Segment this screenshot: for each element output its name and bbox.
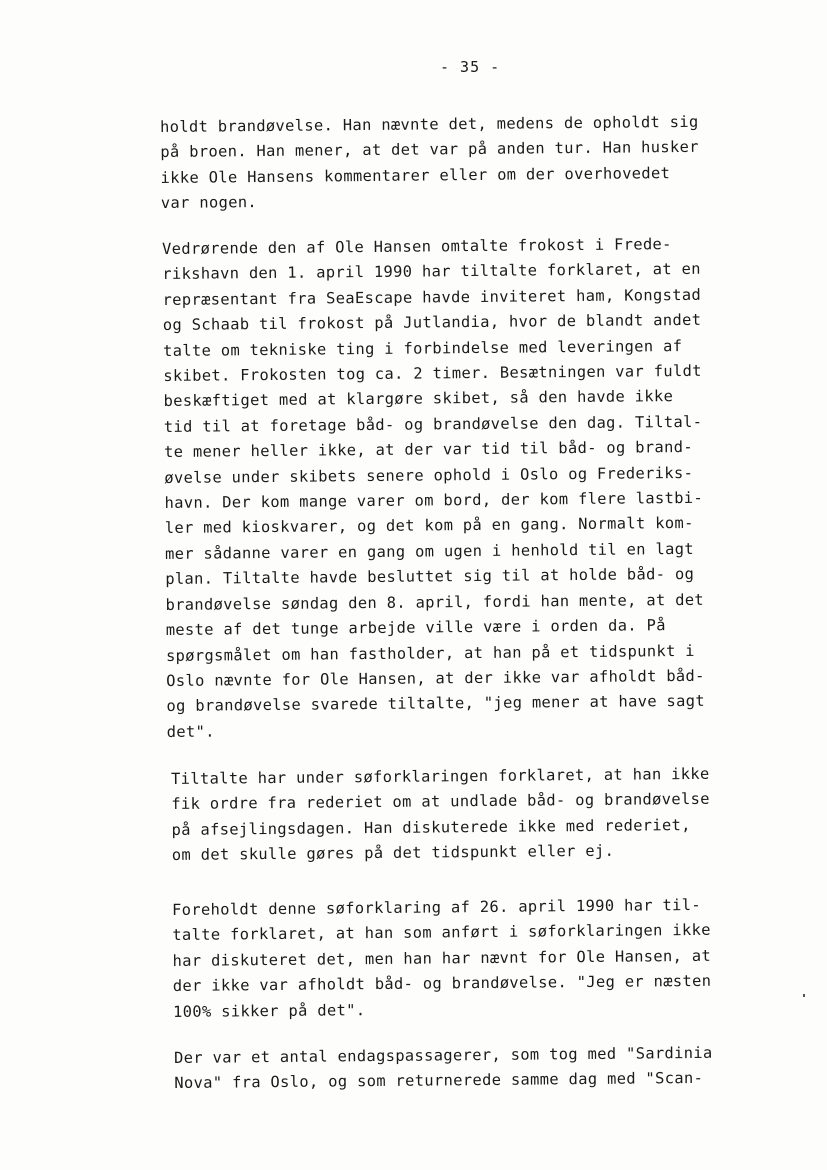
- page-number: - 35 -: [440, 58, 501, 76]
- text-line: var nogen.: [160, 193, 258, 213]
- text-line: Der var et antal endagspassagerer, som tog med "Sardinia: [174, 1043, 713, 1067]
- paragraph-4: [172, 893, 712, 1025]
- text-line: ikke Ole Hansens kommentarer eller om der overhovedet: [160, 163, 671, 187]
- text-line: tid til at foretage båd- og brandøvelse den dag. Tiltal-: [163, 412, 703, 436]
- text-line: Nova" fra Oslo, og som returnerede samme dag med "Scan-: [174, 1069, 704, 1093]
- text-line: skibet. Frokosten tog ca. 2 timer. Besætningen var fuldt: [163, 361, 702, 386]
- text-line: Oslo nævnte for Ole Hansen, at der ikke var afholdt båd-: [166, 666, 705, 690]
- text-line: det".: [166, 722, 215, 741]
- paragraph-5: [174, 1041, 713, 1097]
- paragraph-3: [171, 762, 710, 869]
- text-line: talte forklaret, at han som anført i søforklaringen ikke: [172, 921, 711, 945]
- text-line: der ikke var afholdt båd- og brandøvelse. "Jeg er næsten: [172, 972, 712, 996]
- text-line: brandøvelse søndag den 8. april, fordi han mente, at det: [165, 590, 705, 614]
- text-line: om det skulle gøres på det tidspunkt eller ej.: [171, 841, 615, 865]
- text-line: 100% sikker på det".: [173, 1000, 366, 1021]
- paragraph-1: [160, 110, 699, 217]
- text-line: holdt brandøvelse. Han nævnte det, medens de opholdt sig: [160, 112, 699, 136]
- paragraph-2: [162, 232, 705, 745]
- text-line: Tiltalte har under søforklaringen forklaret, at han ikke: [171, 764, 710, 788]
- text-line: spørgsmålet om han fastholder, at han på et tidspunkt i: [165, 641, 695, 665]
- text-line: fik ordre fra rederiet om at undlade båd- og brandøvelse: [171, 790, 710, 814]
- text-line: te mener heller ikke, at der var tid til båd- og brand-: [163, 438, 694, 462]
- text-line: talte om tekniske ting i forbindelse med leveringen af: [163, 336, 683, 360]
- text-line: plan. Tiltalte havde besluttet sig til at holde båd- og: [165, 565, 695, 589]
- text-line: mer sådanne varer en gang om ugen i henhold til en lagt: [164, 539, 694, 563]
- text-line: og Schaab til frokost på Jutlandia, hvor de blandt andet: [162, 311, 702, 335]
- text-line: havn. Der kom mange varer om bord, der kom flere lastbi-: [164, 488, 704, 513]
- text-line: Vedrørende den af Ole Hansen omtalte frokost i Frede-: [162, 235, 672, 258]
- text-line: rikshavn den 1. april 1990 har tiltalte forklaret, at en: [162, 260, 701, 284]
- text-line: øvelse under skibets senere ophold i Oslo og Frederiks-: [164, 463, 694, 487]
- text-line: ler med kioskvarer, og det kom på en gang. Normalt kom-: [164, 514, 694, 538]
- scan-speck: [803, 994, 805, 997]
- text-line: repræsentant fra SeaEscape havde inviteret ham, Kongstad: [162, 285, 702, 309]
- text-line: på afsejlingsdagen. Han diskuterede ikke med rederiet,: [171, 815, 691, 839]
- text-line: på broen. Han mener, at det var på anden tur. Han husker: [160, 138, 699, 162]
- text-line: har diskuteret det, men han har nævnt for Ole Hansen, at: [172, 946, 712, 970]
- text-line: beskæftiget med at klargøre skibet, så den havde ikke: [163, 387, 674, 411]
- text-line: meste af det tunge arbejde ville være i orden da. På: [165, 616, 666, 640]
- text-line: og brandøvelse svarede tiltalte, "jeg mener at have sagt: [166, 692, 706, 716]
- text-line: Foreholdt denne søforklaring af 26. april 1990 har til-: [172, 895, 702, 919]
